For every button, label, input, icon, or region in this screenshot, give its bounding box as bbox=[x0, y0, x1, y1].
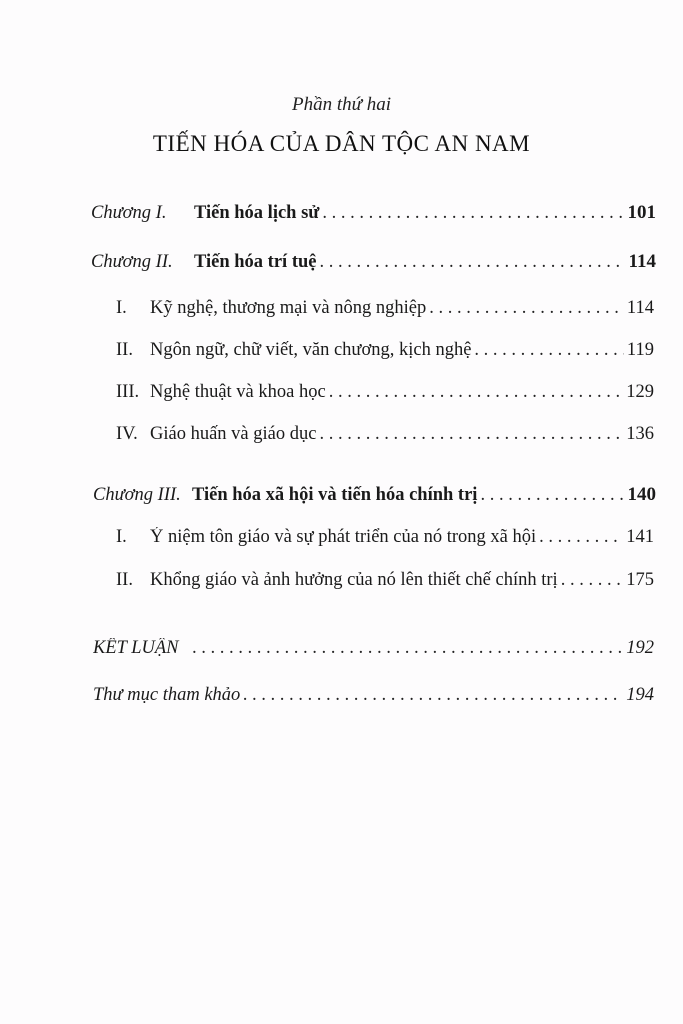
chapter-label: Chương II. bbox=[91, 252, 173, 272]
page-number: 114 bbox=[626, 298, 654, 318]
chapter-title: Tiến hóa xã hội và tiến hóa chính trị bbox=[192, 485, 478, 505]
leader-dots bbox=[319, 252, 625, 273]
leader-dots bbox=[480, 485, 624, 506]
page-number: 141 bbox=[626, 527, 654, 547]
leader-dots bbox=[193, 638, 624, 659]
page-number: 129 bbox=[626, 382, 654, 402]
section-number: III. bbox=[116, 382, 140, 402]
section-title: Ngôn ngữ, chữ viết, văn chương, kịch nghệ bbox=[150, 340, 472, 360]
section-title: Nghệ thuật và khoa học bbox=[150, 382, 326, 402]
toc-chapter-1[interactable] bbox=[91, 202, 656, 224]
toc-bibliography[interactable] bbox=[93, 685, 654, 706]
toc-section[interactable] bbox=[116, 298, 654, 319]
section-title: Ý niệm tôn giáo và sự phát triển của nó trong xã hội bbox=[150, 527, 537, 547]
page-number: 192 bbox=[626, 638, 654, 658]
toc-section[interactable] bbox=[116, 527, 654, 548]
section-number: I. bbox=[116, 527, 127, 547]
section-title: Kỹ nghệ, thương mại và nông nghiệp bbox=[150, 298, 427, 318]
section-number: II. bbox=[116, 340, 133, 360]
toc-conclusion[interactable] bbox=[93, 638, 654, 659]
chapter-label: Chương III. bbox=[93, 485, 181, 505]
toc-chapter-2[interactable] bbox=[91, 251, 656, 273]
leader-dots bbox=[243, 685, 623, 706]
section-number: I. bbox=[116, 298, 127, 318]
toc-section[interactable] bbox=[116, 570, 654, 591]
leader-dots bbox=[329, 382, 624, 403]
entry-title: Thư mục tham khảo bbox=[93, 685, 241, 705]
toc-section[interactable] bbox=[116, 424, 654, 445]
page-number: 140 bbox=[627, 484, 656, 505]
leader-dots bbox=[322, 203, 624, 224]
leader-dots bbox=[561, 570, 624, 591]
chapter-title: Tiến hóa lịch sử bbox=[194, 203, 320, 223]
section-title: Giáo huấn và giáo dục bbox=[150, 424, 317, 444]
page-number: 119 bbox=[626, 340, 654, 360]
part-title: TIẾN HÓA CỦA DÂN TỘC AN NAM bbox=[152, 131, 531, 156]
leader-dots bbox=[474, 340, 624, 361]
part-label: Phần thứ hai bbox=[291, 94, 392, 115]
entry-title: KẾT LUẬN bbox=[93, 638, 179, 658]
section-title: Khổng giáo và ảnh hưởng của nó lên thiết chế chính trị bbox=[150, 570, 558, 590]
section-number: IV. bbox=[116, 424, 138, 444]
leader-dots bbox=[319, 424, 623, 445]
section-number: II. bbox=[116, 570, 133, 590]
leader-dots bbox=[539, 527, 623, 548]
toc-section[interactable] bbox=[116, 340, 654, 361]
chapter-label: Chương I. bbox=[91, 203, 167, 223]
toc-section[interactable] bbox=[116, 382, 654, 403]
page-number: 136 bbox=[626, 424, 654, 444]
page-number: 114 bbox=[628, 251, 656, 272]
toc-chapter-3[interactable] bbox=[93, 484, 656, 506]
page-number: 194 bbox=[626, 685, 654, 705]
chapter-title: Tiến hóa trí tuệ bbox=[194, 252, 317, 272]
page-number: 101 bbox=[627, 202, 656, 223]
page-number: 175 bbox=[626, 570, 654, 590]
leader-dots bbox=[429, 298, 624, 319]
